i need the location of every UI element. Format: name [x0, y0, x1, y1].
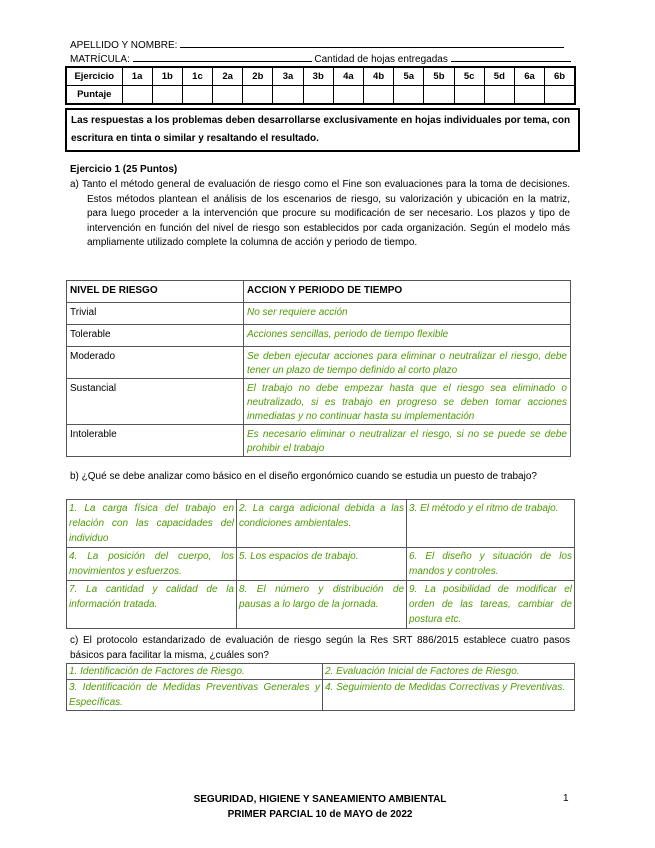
- points-cell-3b[interactable]: [303, 86, 333, 105]
- points-cell-1b[interactable]: [152, 86, 182, 105]
- exercise-col-1a: 1a: [122, 67, 152, 86]
- sheets-blank[interactable]: [451, 52, 571, 62]
- points-cell-6b[interactable]: [545, 86, 575, 105]
- risk-level: Trivial: [67, 303, 244, 325]
- risk-level: Moderado: [67, 347, 244, 379]
- exercise-col-1c: 1c: [182, 67, 212, 86]
- ergonomics-table: [66, 499, 575, 629]
- steps-table: [66, 663, 575, 711]
- risk-row: [67, 303, 571, 325]
- page-number: 1: [563, 793, 569, 804]
- risk-row: [67, 425, 571, 457]
- id-blank[interactable]: [133, 52, 312, 62]
- risk-action: Acciones sencillas, periodo de tiempo flexible: [244, 325, 571, 347]
- exercise-col-5b: 5b: [424, 67, 454, 86]
- sheets-label: Cantidad de hojas entregadas: [314, 54, 448, 65]
- score-row-exercise: [66, 67, 575, 86]
- ergonomics-row: [67, 581, 575, 629]
- ergonomics-item: 9. La posibilidad de modificar el orden de las tareas, cambiar de postura etc.: [407, 581, 575, 629]
- ergonomics-item: 8. El número y distribución de pausas a lo largo de la jornada.: [237, 581, 407, 629]
- exercise-col-5c: 5c: [454, 67, 484, 86]
- risk-action: Se deben ejecutar acciones para eliminar o neutralizar el riesgo, debe tener un plazo de tiempo definido al corto plazo: [244, 347, 571, 379]
- points-cell-5c[interactable]: [454, 86, 484, 105]
- risk-row: [67, 347, 571, 379]
- ergonomics-item: 1. La carga física del trabajo en relación con las capacidades del individuo: [67, 500, 237, 548]
- score-table: [65, 66, 576, 105]
- points-cell-5b[interactable]: [424, 86, 454, 105]
- name-line: [70, 38, 564, 51]
- score-row-points: [66, 86, 575, 105]
- points-cell-5a[interactable]: [394, 86, 424, 105]
- exercise1-part-a: a) Tanto el método general de evaluación de riesgo como el Fine son evaluaciones para la toma de decisiones. Estos métodos plantean el análisis de los escenarios de riesgo, su valorización y ubicación en la matriz, para luego proceder a la intervención que procure su modificación de ser necesario. Los plazos y tipo de intervención en función del nivel de riesgo son establecidos por cada organización. Según el modelo más ampliamente utilizado complete la columna de acción y periodo de tiempo.: [70, 179, 570, 249]
- exercise-col-3b: 3b: [303, 67, 333, 86]
- steps-row: [67, 664, 575, 680]
- id-line: [70, 52, 571, 65]
- points-cell-2a[interactable]: [213, 86, 243, 105]
- ergonomics-row: [67, 548, 575, 581]
- ergonomics-item: 3. El método y el ritmo de trabajo.: [407, 500, 575, 548]
- steps-row: [67, 680, 575, 711]
- points-cell-3a[interactable]: [273, 86, 303, 105]
- risk-action: Es necesario eliminar o neutralizar el riesgo, si no se puede se debe prohibir el trabajo: [244, 425, 571, 457]
- exercise1-part-c: c) El protocolo estandarizado de evaluación de riesgo según la Res SRT 886/2015 establece cuatro pasos básicos para facilitar la misma, ¿cuáles son?: [70, 635, 570, 661]
- risk-level: Sustancial: [67, 379, 244, 425]
- risk-level: Intolerable: [67, 425, 244, 457]
- name-label: APELLIDO Y NOMBRE:: [70, 40, 178, 51]
- risk-table: [66, 280, 571, 457]
- instructions-text: Las respuestas a los problemas deben desarrollarse exclusivamente en hojas individuales por tema, con escritura en tinta o similar y resaltando el resultado.: [71, 115, 571, 144]
- points-cell-6a[interactable]: [514, 86, 544, 105]
- risk-header-row: [67, 281, 571, 303]
- exercise-col-1b: 1b: [152, 67, 182, 86]
- points-cell-4b[interactable]: [364, 86, 394, 105]
- risk-row: [67, 379, 571, 425]
- points-label: Puntaje: [66, 86, 122, 105]
- exercise-col-4a: 4a: [333, 67, 363, 86]
- risk-col-action: ACCION Y PERIODO DE TIEMPO: [244, 281, 571, 303]
- ergonomics-item: 7. La cantidad y calidad de la información tratada.: [67, 581, 237, 629]
- ergonomics-row: [67, 500, 575, 548]
- risk-level: Tolerable: [67, 325, 244, 347]
- exercise-col-6b: 6b: [545, 67, 575, 86]
- risk-action: No ser requiere acción: [244, 303, 571, 325]
- id-label: MATRÍCULA:: [70, 54, 130, 65]
- ergonomics-item: 2. La carga adicional debida a las condiciones ambientales.: [237, 500, 407, 548]
- exercise-col-4b: 4b: [364, 67, 394, 86]
- points-cell-2b[interactable]: [243, 86, 273, 105]
- course-name: SEGURIDAD, HIGIENE Y SANEAMIENTO AMBIENTAL: [193, 794, 447, 805]
- protocol-step: 2. Evaluación Inicial de Factores de Riesgo.: [323, 664, 575, 680]
- risk-col-level: NIVEL DE RIESGO: [67, 281, 244, 303]
- exercise-label: Ejercicio: [66, 67, 122, 86]
- points-cell-5d[interactable]: [484, 86, 514, 105]
- risk-action: El trabajo no debe empezar hasta que el riesgo sea eliminado o neutralizado, si es trabajo en progreso se deben tomar acciones inmediatas y no continuar hasta su implementación: [244, 379, 571, 425]
- exercise1-part-b: b) ¿Qué se debe analizar como básico en el diseño ergonómico cuando se estudia un puesto de trabajo?: [70, 471, 537, 482]
- name-blank[interactable]: [180, 38, 564, 48]
- ergonomics-item: 4. La posición del cuerpo, los movimientos y esfuerzos.: [67, 548, 237, 581]
- risk-row: [67, 325, 571, 347]
- footer: [120, 792, 520, 822]
- exercise1-title: Ejercicio 1 (25 Puntos): [70, 164, 178, 175]
- points-cell-4a[interactable]: [333, 86, 363, 105]
- exercise-col-3a: 3a: [273, 67, 303, 86]
- protocol-step: 4. Seguimiento de Medidas Correctivas y Preventivas.: [323, 680, 575, 711]
- protocol-step: 1. Identificación de Factores de Riesgo.: [67, 664, 323, 680]
- exercise-col-5d: 5d: [484, 67, 514, 86]
- points-cell-1a[interactable]: [122, 86, 152, 105]
- instructions-box: [65, 108, 580, 152]
- exercise-col-2a: 2a: [213, 67, 243, 86]
- points-cell-1c[interactable]: [182, 86, 212, 105]
- exam-date: PRIMER PARCIAL 10 de MAYO de 2022: [227, 809, 413, 820]
- exercise-col-2b: 2b: [243, 67, 273, 86]
- exercise-col-6a: 6a: [514, 67, 544, 86]
- protocol-step: 3. Identificación de Medidas Preventivas Generales y Específicas.: [67, 680, 323, 711]
- exercise-col-5a: 5a: [394, 67, 424, 86]
- ergonomics-item: 6. El diseño y situación de los mandos y controles.: [407, 548, 575, 581]
- ergonomics-item: 5. Los espacios de trabajo.: [237, 548, 407, 581]
